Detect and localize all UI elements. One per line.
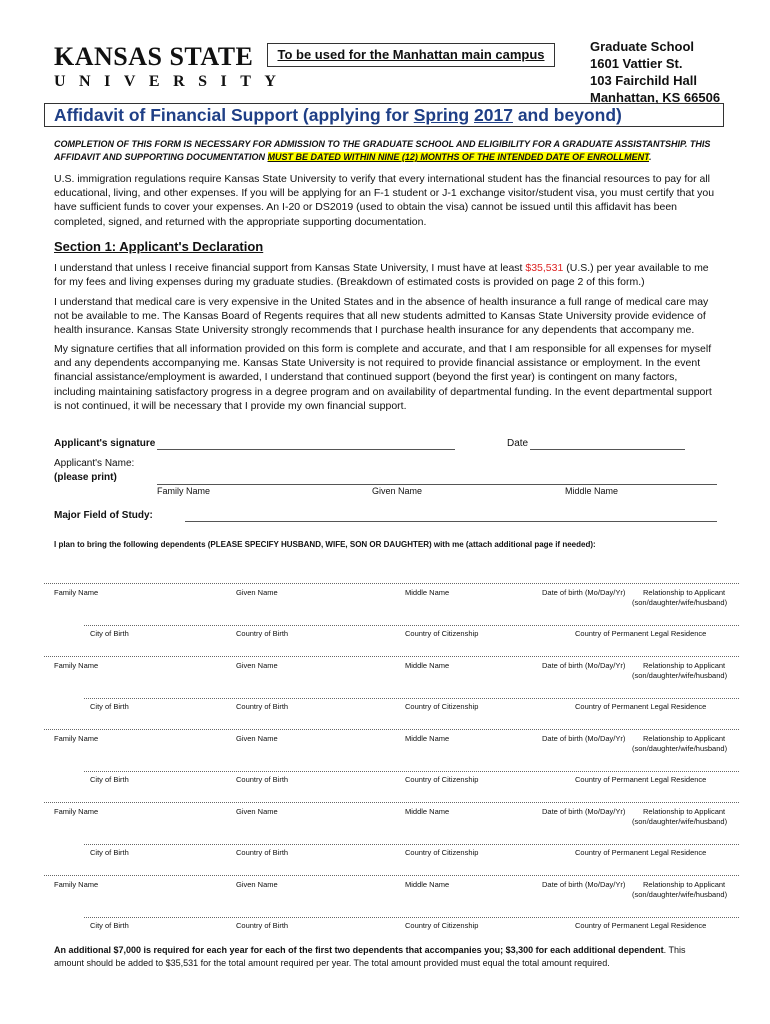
major-field-label: Major Field of Study: [54,510,153,521]
dependent-residence-label: Country of Permanent Legal Residence [575,629,707,638]
dependent-residence-label: Country of Permanent Legal Residence [575,702,707,711]
dependent-citizenship-label: Country of Citizenship [405,921,479,930]
dependent-city-label: City of Birth [90,629,129,638]
dependent-relationship-label: Relationship to Applicant [643,734,726,743]
dependent-relationship-label: Relationship to Applicant [643,807,726,816]
dependent-name-line[interactable] [44,729,739,730]
dependent-relationship-note: (son/daughter/wife/husband) [632,890,728,899]
p1-text: I understand that unless I receive financial support from Kansas State University, I must have at least [54,262,526,274]
dependent-country_birth-label: Country of Birth [236,775,289,784]
applicant-name-field[interactable] [157,484,717,485]
dependent-country_birth-label: Country of Birth [236,629,289,638]
title-prefix: Affidavit of Financial Support (applying for [54,105,414,125]
title-term: Spring [413,105,470,125]
signature-field[interactable] [157,449,455,450]
dependent-cost-rest: . This amount should be added to $35,531 for the total amount required per year. The total amount provided must equal the total amount required. [54,945,686,968]
dependent-middle-label: Middle Name [405,661,450,670]
dependent-country_birth-label: Country of Birth [236,848,289,857]
completion-notice [54,138,716,164]
dependent-relationship-note: (son/daughter/wife/husband) [632,671,728,680]
signature-label: Applicant's signature [54,438,156,449]
dependent-name-line[interactable] [44,875,739,876]
dependent-dob-label: Date of birth (Mo/Day/Yr) [542,880,626,889]
university-logo-subline: UNIVERSITY [54,73,290,90]
address-line: Graduate School [590,39,695,54]
dependent-residence-label: Country of Permanent Legal Residence [575,848,707,857]
address-line: 1601 Vattier St. [590,56,683,71]
dependent-country_birth-label: Country of Birth [236,921,289,930]
date-field[interactable] [530,449,685,450]
declaration-paragraph-3: My signature certifies that all information provided on this form is complete and accurate, and that I am responsible for all expenses for myself and any dependents accompanying me. Kansas State University is not required to provide financial assistance or employment. In the event financial assistance/employment is awarded, I understand that continued support (beyond the first year) is contingent on many factors, including maintaining satisfactory progress in a degree program and on availability of departmental funding. In the event departmental support is not continued, it will be necessary that I provide my own financial support. [54,343,712,412]
dependent-city-label: City of Birth [90,848,129,857]
title-year: 2017 [474,105,513,125]
dependent-family-label: Family Name [54,661,99,670]
notice-text: COMPLETION OF THIS FORM IS NECESSARY FOR ADMISSION TO THE GRADUATE SCHOOL AND ELIGIBILITY FOR A GRADUATE ASSISTANTSHIP. THIS AFFIDAVIT AND SUPPORTING DOCUMENTATION [54,139,711,162]
dependent-name-line[interactable] [44,656,739,657]
dependent-relationship-label: Relationship to Applicant [643,588,726,597]
dependent-birth-line[interactable] [84,625,739,626]
dependent-given-label: Given Name [236,661,278,670]
dependent-dob-label: Date of birth (Mo/Day/Yr) [542,588,626,597]
family-name-caption: Family Name [157,486,211,496]
major-field-input[interactable] [185,521,717,522]
dependent-city-label: City of Birth [90,921,129,930]
dependent-birth-line[interactable] [84,771,739,772]
dependent-middle-label: Middle Name [405,588,450,597]
address-line: 103 Fairchild Hall [590,73,697,88]
dependent-middle-label: Middle Name [405,880,450,889]
dependent-dob-label: Date of birth (Mo/Day/Yr) [542,807,626,816]
dependent-relationship-note: (son/daughter/wife/husband) [632,817,728,826]
dependents-intro: I plan to bring the following dependents (PLEASE SPECIFY HUSBAND, WIFE, SON OR DAUGHTER) with me (attach additional page if needed): [54,540,596,549]
dependent-country_birth-label: Country of Birth [236,702,289,711]
dependent-family-label: Family Name [54,734,99,743]
dependent-citizenship-label: Country of Citizenship [405,775,479,784]
dependent-given-label: Given Name [236,588,278,597]
university-logo-wordmark: KANSAS STATE [54,42,254,71]
dependent-family-label: Family Name [54,588,99,597]
dependent-birth-line[interactable] [84,698,739,699]
dependent-name-line[interactable] [44,802,739,803]
dependent-relationship-note: (son/daughter/wife/husband) [632,598,728,607]
dependent-family-label: Family Name [54,880,99,889]
required-amount: $35,531 [525,262,564,274]
section-heading: Section 1: Applicant's Declaration [54,239,264,254]
dependent-residence-label: Country of Permanent Legal Residence [575,921,707,930]
dependent-given-label: Given Name [236,880,278,889]
notice-end: . [649,152,652,162]
campus-note: To be used for the Manhattan main campus [277,47,545,62]
dependent-given-label: Given Name [236,807,278,816]
applicant-name-label: Applicant's Name: [54,458,135,469]
dependent-citizenship-label: Country of Citizenship [405,629,479,638]
middle-name-caption: Middle Name [565,486,619,496]
dependent-middle-label: Middle Name [405,807,450,816]
campus-note-box [267,43,555,67]
dependent-relationship-label: Relationship to Applicant [643,661,726,670]
dependent-birth-line[interactable] [84,844,739,845]
dependent-cost-bold: An additional $7,000 is required for each year for each of the first two dependents that accompanies you; $3,300 for each additional dependent [54,945,664,955]
date-label: Date [507,438,529,449]
dependent-citizenship-label: Country of Citizenship [405,848,479,857]
declaration-paragraph-2: I understand that medical care is very expensive in the United States and in the absence of health insurance a full range of medical care may not be available to me. The Kansas Board of Regents requires that all new students admitted to Kansas State University provide evidence of health insurance. Kansas State University strongly recommends that I purchase health insurance for any dependents that accompany me. [54,296,709,337]
dependent-relationship-note: (son/daughter/wife/husband) [632,744,728,753]
dependent-middle-label: Middle Name [405,734,450,743]
dependent-birth-line[interactable] [84,917,739,918]
title-suffix: and beyond) [512,105,622,125]
dependent-residence-label: Country of Permanent Legal Residence [575,775,707,784]
dependent-relationship-label: Relationship to Applicant [643,880,726,889]
p1-text-cont: (U.S.) per year available to me for my fees and living expenses during my graduate studies. (Breakdown of estimated costs is provided on page 2 of this form.) [54,262,709,289]
given-name-caption: Given Name [372,486,423,496]
dependent-name-line[interactable] [44,583,739,584]
address-line: Manhattan, KS 66506 [590,90,721,105]
dependent-citizenship-label: Country of Citizenship [405,702,479,711]
notice-highlight: MUST BE DATED WITHIN NINE (12) MONTHS OF THE INTENDED DATE OF ENROLLMENT [267,152,649,162]
dependent-dob-label: Date of birth (Mo/Day/Yr) [542,661,626,670]
dependent-dob-label: Date of birth (Mo/Day/Yr) [542,734,626,743]
dependent-cost-note [54,944,716,970]
page-title [54,105,622,126]
dependent-given-label: Given Name [236,734,278,743]
declaration-paragraph-1 [54,261,716,289]
dependent-city-label: City of Birth [90,702,129,711]
dependent-family-label: Family Name [54,807,99,816]
dependent-city-label: City of Birth [90,775,129,784]
intro-paragraph: U.S. immigration regulations require Kansas State University to verify that every international student has the financial resources to pay for all educational, living, and other expenses. If you will be applying for an F-1 student or J-1 exchange visitor/student visa, you must certify that you have sufficient funds to cover your expenses. An I-20 or DS2019 (used to obtain the visa) cannot be issued until this affidavit has been completed, signed, and returned with the appropriate supporting documentation. [54,173,715,228]
graduate-school-address [590,38,720,106]
print-note: (please print) [54,472,117,483]
